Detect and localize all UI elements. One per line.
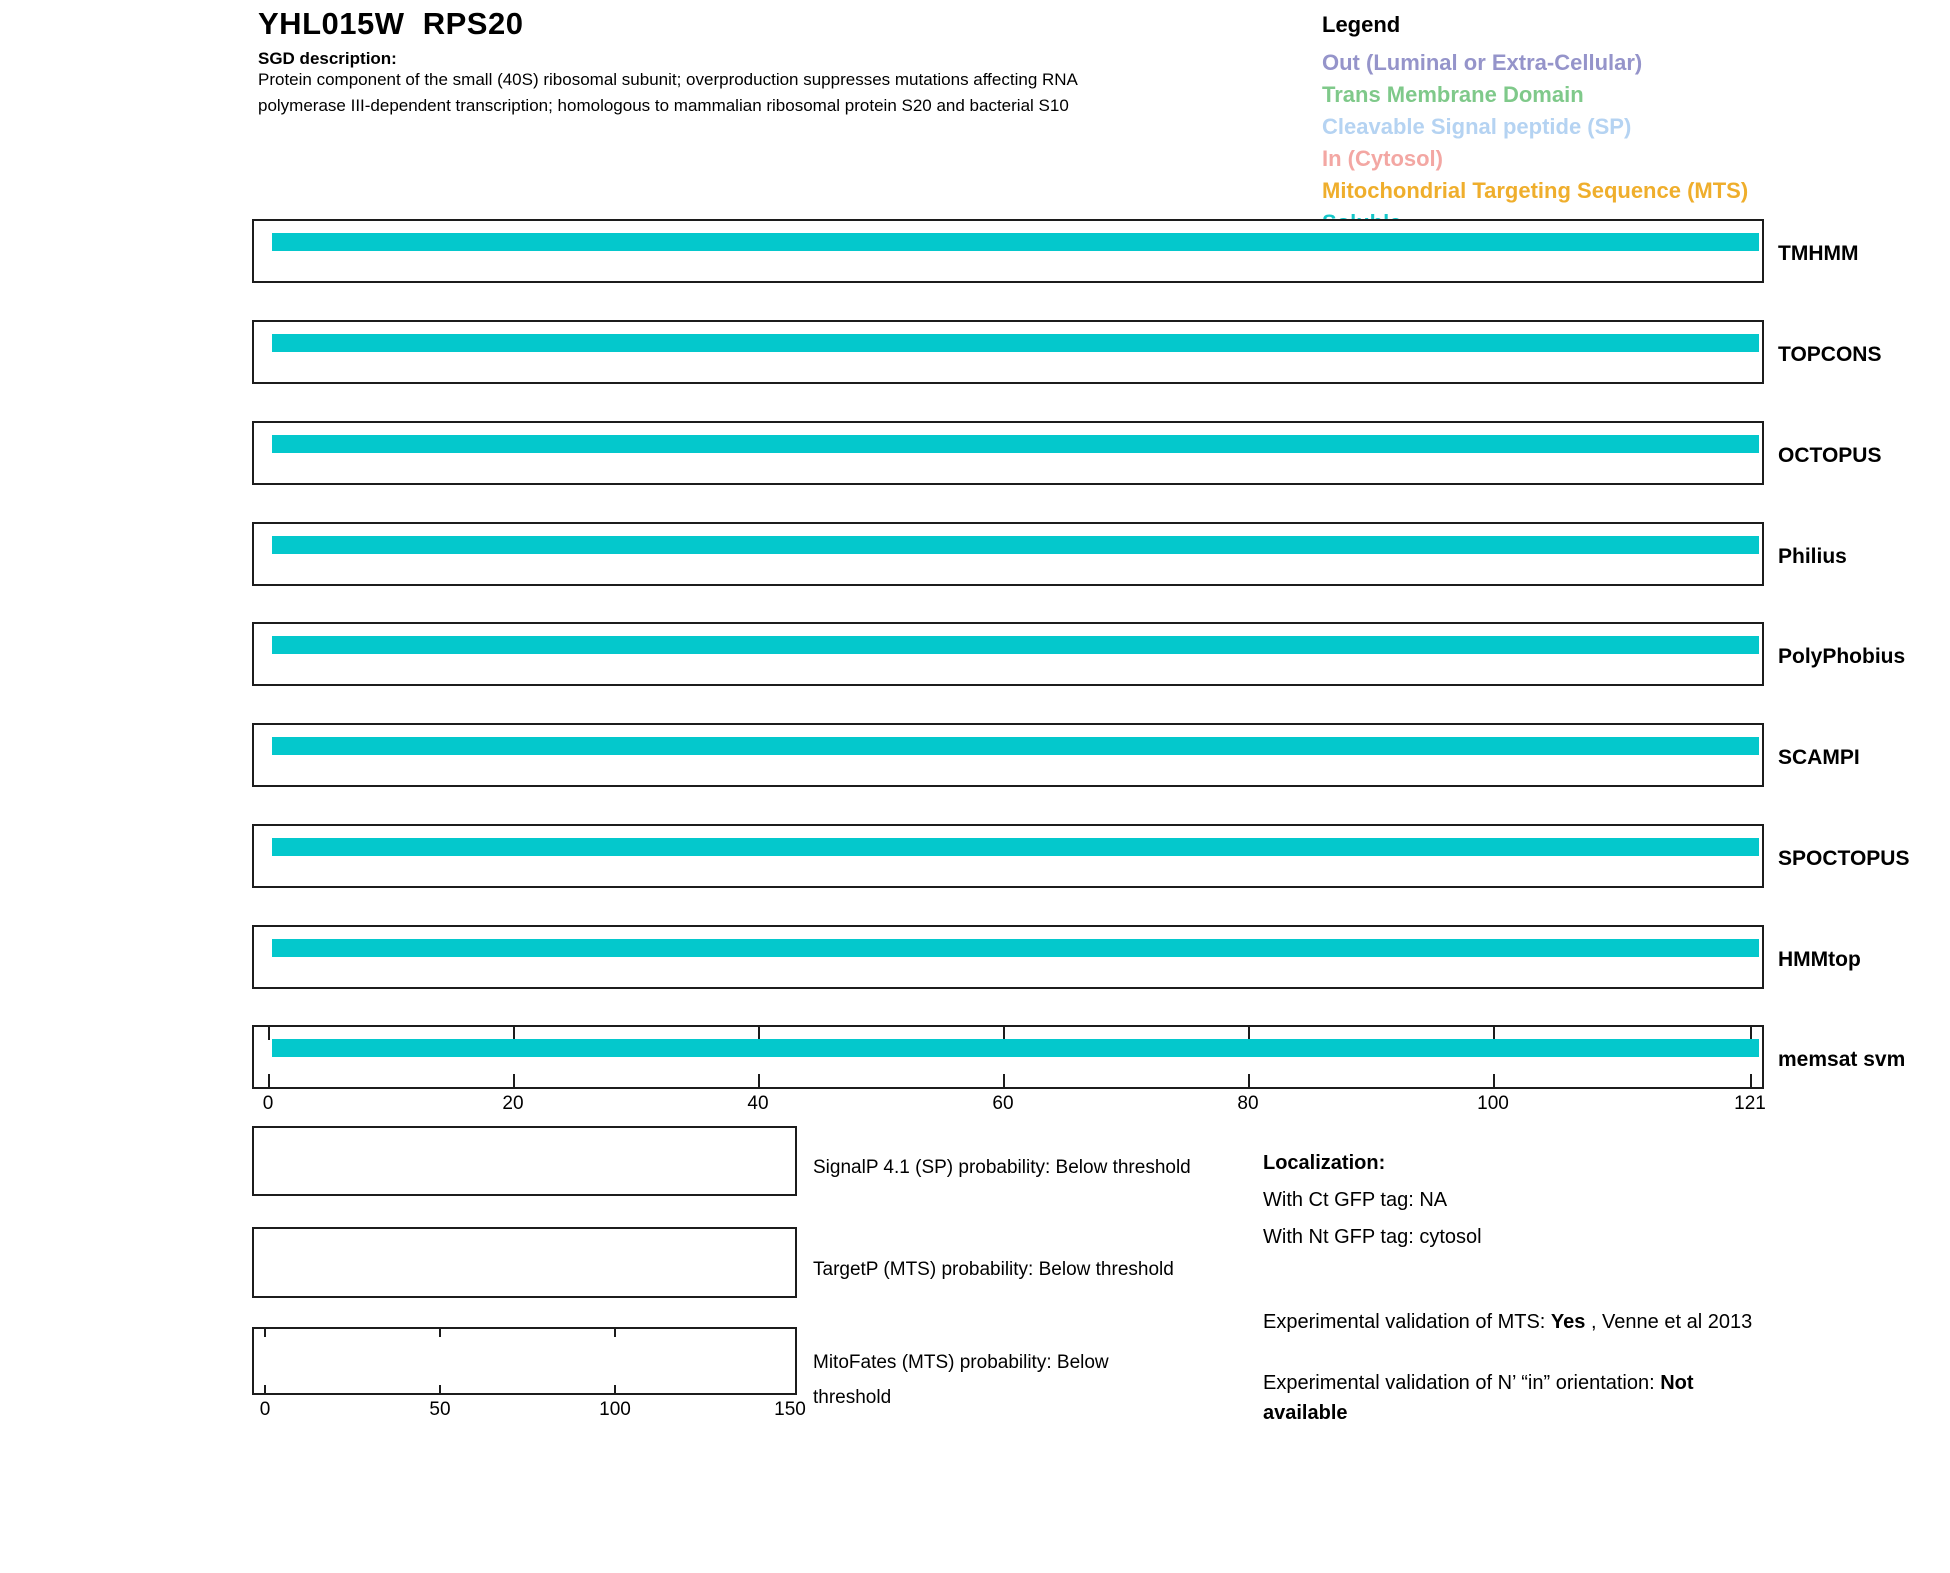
axis-tick-label: 0	[259, 1399, 271, 1420]
track-label-hmmtop: HMMtop	[1778, 948, 1861, 971]
targetp-caption: TargetP (MTS) probability: Below threshold	[813, 1259, 1174, 1280]
signalp-plot-box	[252, 1126, 797, 1196]
mts-validation-line	[1263, 1311, 1752, 1334]
axis-tick-label: 100	[1477, 1093, 1509, 1114]
mts-validation-prefix: Experimental validation of MTS:	[1263, 1311, 1551, 1333]
legend	[1322, 12, 1882, 239]
track-box-tmhmm	[252, 219, 1764, 283]
soluble-span	[272, 737, 1759, 755]
soluble-span	[272, 838, 1759, 856]
axis-tick	[1493, 1074, 1495, 1087]
axis-tick	[758, 1074, 760, 1087]
axis-tick	[513, 1074, 515, 1087]
axis-tick	[264, 1329, 266, 1337]
nt-gfp-line: With Nt GFP tag: cytosol	[1263, 1226, 1482, 1248]
axis-tick	[268, 1074, 270, 1087]
axis-tick-label: 0	[262, 1093, 274, 1114]
mts-validation-answer: Yes	[1550, 1311, 1586, 1333]
axis-tick-label: 20	[502, 1093, 524, 1114]
track-box-spoctopus	[252, 824, 1764, 888]
soluble-span	[272, 1039, 1759, 1057]
axis-tick-label: 50	[429, 1399, 451, 1420]
track-box-hmmtop	[252, 925, 1764, 989]
track-label-tmhmm: TMHMM	[1778, 242, 1859, 265]
mitofates-caption-line1: MitoFates (MTS) probability: Below	[813, 1352, 1109, 1373]
track-box-memsat-svm	[252, 1025, 1764, 1089]
axis-tick	[1248, 1074, 1250, 1087]
legend-title: Legend	[1322, 12, 1401, 37]
track-label-polyphobius: PolyPhobius	[1778, 645, 1906, 668]
orientation-validation-answer: Not available	[1263, 1372, 1694, 1424]
ct-gfp-line: With Ct GFP tag: NA	[1263, 1189, 1448, 1211]
soluble-span	[272, 435, 1759, 453]
axis-tick	[1003, 1074, 1005, 1087]
axis-tick	[1750, 1074, 1752, 1087]
track-label-philius: Philius	[1778, 545, 1847, 568]
track-label-topcons: TOPCONS	[1778, 343, 1882, 366]
axis-tick-label: 80	[1237, 1093, 1259, 1114]
track-box-octopus	[252, 421, 1764, 485]
track-box-scampi	[252, 723, 1764, 787]
axis-tick-label: 121	[1734, 1093, 1766, 1114]
axis-tick	[264, 1385, 266, 1393]
axis-tick	[614, 1329, 616, 1337]
track-label-scampi: SCAMPI	[1778, 746, 1860, 769]
track-label-memsat-svm: memsat svm	[1778, 1048, 1906, 1071]
soluble-span	[272, 536, 1759, 554]
axis-tick-label: 100	[599, 1399, 631, 1420]
axis-tick-label: 150	[774, 1399, 806, 1420]
orientation-validation-prefix: Experimental validation of N’ “in” orientation:	[1263, 1372, 1661, 1394]
signalp-caption: SignalP 4.1 (SP) probability: Below threshold	[813, 1157, 1191, 1178]
mitofates-plot-box	[252, 1327, 797, 1395]
sgd-description-line2: polymerase III-dependent transcription; homologous to mammalian ribosomal protein S20 and bacterial S10	[258, 96, 1069, 115]
legend-item-transmembrane: Trans Membrane Domain	[1322, 82, 1584, 107]
soluble-span	[272, 233, 1759, 251]
legend-item-signal-peptide: Cleavable Signal peptide (SP)	[1322, 114, 1632, 139]
localization-title: Localization:	[1263, 1152, 1386, 1174]
track-label-spoctopus: SPOCTOPUS	[1778, 847, 1910, 870]
axis-tick	[268, 1027, 270, 1040]
track-box-philius	[252, 522, 1764, 586]
soluble-span	[272, 939, 1759, 957]
targetp-plot-box	[252, 1227, 797, 1298]
mts-validation-suffix: , Venne et al 2013	[1585, 1311, 1753, 1333]
axis-tick	[614, 1385, 616, 1393]
sgd-description-label: SGD description:	[258, 49, 397, 68]
orientation-validation-line	[1263, 1368, 1768, 1428]
axis-tick-label: 60	[992, 1093, 1014, 1114]
legend-item-out: Out (Luminal or Extra-Cellular)	[1322, 50, 1643, 75]
soluble-span	[272, 636, 1759, 654]
axis-tick	[439, 1329, 441, 1337]
soluble-span	[272, 334, 1759, 352]
legend-item-in-cytosol: In (Cytosol)	[1322, 146, 1443, 171]
axis-tick-label: 40	[747, 1093, 769, 1114]
track-label-octopus: OCTOPUS	[1778, 444, 1882, 467]
mitofates-caption	[813, 1345, 1109, 1415]
legend-item-mts: Mitochondrial Targeting Sequence (MTS)	[1322, 178, 1749, 203]
mitofates-caption-line2: threshold	[813, 1387, 892, 1408]
track-box-topcons	[252, 320, 1764, 384]
sgd-description-line1: Protein component of the small (40S) ribosomal subunit; overproduction suppresses mutations affecting RNA	[258, 70, 1078, 89]
track-box-polyphobius	[252, 622, 1764, 686]
protein-title: YHL015W RPS20	[258, 6, 524, 41]
axis-tick	[439, 1385, 441, 1393]
